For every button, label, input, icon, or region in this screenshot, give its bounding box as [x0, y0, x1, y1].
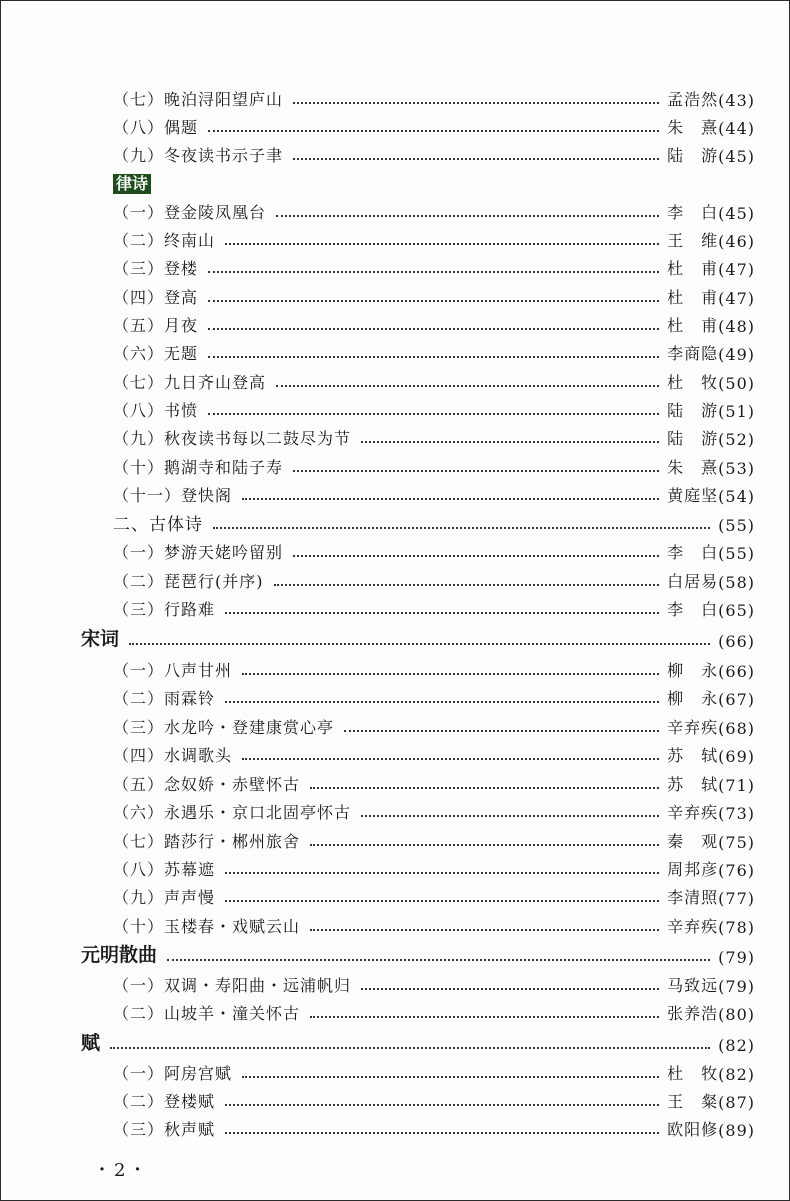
dot-leader [293, 470, 659, 472]
entry-author: 黄庭坚 [667, 486, 719, 505]
section-label-lvshi: 律诗 [113, 174, 151, 194]
entry-author: 陆 游 [667, 401, 719, 420]
entry-author: 朱 熹 [667, 458, 719, 477]
entry-author: 辛弃疾 [667, 718, 719, 737]
toc-entry [113, 712, 755, 738]
entry-page: (65) [718, 601, 755, 620]
entry-title: （一）双调・寿阳曲・远浦帆归 [113, 976, 352, 995]
entry-title: （一）梦游天姥吟留别 [113, 543, 284, 562]
toc-entry [113, 970, 755, 996]
toc-entry [113, 253, 755, 279]
entry-title: （四）水调歌头 [113, 746, 233, 765]
entry-title: （五）月夜 [113, 316, 199, 335]
section-title: 二、古体诗 [113, 515, 203, 535]
dot-leader [129, 643, 710, 645]
entry-page: (69) [718, 747, 755, 766]
entry-title: （九）冬夜读书示子聿 [113, 146, 284, 165]
entry-author: 柳 永 [667, 661, 719, 680]
entry-author: 秦 观 [667, 832, 719, 851]
entry-author: 白居易 [667, 572, 719, 591]
page-number: ・2・ [93, 1160, 150, 1181]
toc-entry [113, 594, 755, 620]
entry-page: (51) [718, 402, 755, 421]
entry-title: （九）秋夜读书每以二鼓尽为节 [113, 429, 352, 448]
entry-title: （二）终南山 [113, 231, 216, 250]
entry-page: (76) [718, 861, 755, 880]
entry-title: （三）秋声赋 [113, 1120, 216, 1139]
toc-entry [113, 1058, 755, 1084]
dot-leader [167, 959, 710, 961]
entry-page: (55) [718, 516, 755, 535]
toc-entry [113, 282, 755, 308]
entry-author: 李 白 [667, 600, 719, 619]
entry-author: 李 白 [667, 543, 719, 562]
category-title: 元明散曲 [81, 944, 158, 966]
entry-page: (67) [718, 690, 755, 709]
entry-title: （二）琵琶行(并序) [113, 572, 264, 591]
dot-leader [242, 673, 659, 675]
toc-entry [113, 225, 755, 251]
dot-leader [293, 102, 659, 104]
dot-leader [310, 787, 659, 789]
entry-author: 张养浩 [667, 1004, 719, 1023]
toc-entry [113, 112, 755, 138]
entry-title: （四）登高 [113, 288, 199, 307]
toc-category [81, 1029, 755, 1055]
entry-page: (52) [718, 430, 755, 449]
toc-entry [113, 84, 755, 110]
toc-entry [113, 395, 755, 421]
entry-page: (47) [718, 260, 755, 279]
toc-entry [113, 1114, 755, 1140]
entry-author: 杜 甫 [667, 259, 719, 278]
entry-page: (45) [718, 147, 755, 166]
entry-page: (44) [718, 119, 755, 138]
entry-title: （二）山坡羊・潼关怀古 [113, 1004, 301, 1023]
entry-title: （二）登楼赋 [113, 1092, 216, 1111]
toc-section [113, 509, 755, 535]
toc-entry [113, 452, 755, 478]
dot-leader [208, 130, 659, 132]
entry-page: (71) [718, 776, 755, 795]
toc-entry [113, 655, 755, 681]
entry-author: 杜 牧 [667, 373, 719, 392]
toc-entry [113, 1086, 755, 1112]
dot-leader [310, 929, 659, 931]
toc-entry [113, 537, 755, 563]
dot-leader [344, 730, 659, 732]
toc-entry [113, 683, 755, 709]
dot-leader [274, 584, 660, 586]
toc-entry [113, 197, 755, 223]
toc-entry [113, 854, 755, 880]
entry-author: 李商隐 [667, 344, 719, 363]
entry-page: (79) [718, 977, 755, 996]
entry-page: (82) [718, 1036, 755, 1055]
entry-title: （一）阿房宫赋 [113, 1064, 233, 1083]
entry-author: 杜 甫 [667, 316, 719, 335]
dot-leader [242, 1076, 659, 1078]
toc-entry [113, 423, 755, 449]
entry-author: 李 白 [667, 203, 719, 222]
entry-page: (47) [718, 289, 755, 308]
toc-entry [113, 826, 755, 852]
entry-title: （五）念奴娇・赤壁怀古 [113, 775, 301, 794]
entry-page: (45) [718, 204, 755, 223]
entry-title: （八）偶题 [113, 118, 199, 137]
entry-author: 孟浩然 [667, 90, 719, 109]
entry-author: 马致远 [667, 976, 719, 995]
dot-leader [225, 701, 659, 703]
entry-title: （六）无题 [113, 344, 199, 363]
entry-page: (73) [718, 804, 755, 823]
dot-leader [225, 243, 659, 245]
dot-leader [208, 413, 659, 415]
dot-leader [225, 872, 659, 874]
dot-leader [242, 498, 659, 500]
entry-page: (66) [718, 662, 755, 681]
toc-entry [113, 480, 755, 506]
entry-page: (80) [718, 1005, 755, 1024]
toc-entry [113, 882, 755, 908]
entry-title: （六）永遇乐・京口北固亭怀古 [113, 803, 352, 822]
entry-page: (55) [718, 544, 755, 563]
entry-author: 王 粲 [667, 1092, 719, 1111]
dot-leader [361, 441, 659, 443]
entry-title: （八）苏幕遮 [113, 860, 216, 879]
entry-page: (89) [718, 1121, 755, 1140]
dot-leader [242, 758, 659, 760]
entry-title: （七）踏莎行・郴州旅舍 [113, 832, 301, 851]
toc-entry [113, 769, 755, 795]
entry-author: 王 维 [667, 231, 719, 250]
entry-title: （十）玉楼春・戏赋云山 [113, 917, 301, 936]
dot-leader [225, 900, 659, 902]
dot-leader [293, 158, 659, 160]
entry-page: (78) [718, 918, 755, 937]
entry-title: （九）声声慢 [113, 888, 216, 907]
dot-leader [110, 1047, 710, 1049]
entry-title: （七）晚泊浔阳望庐山 [113, 90, 284, 109]
dot-leader [208, 300, 659, 302]
entry-title: （三）登楼 [113, 259, 199, 278]
entry-title: （二）雨霖铃 [113, 689, 216, 708]
entry-title: （一）八声甘州 [113, 661, 233, 680]
dot-leader [208, 328, 659, 330]
toc-entry [113, 310, 755, 336]
entry-page: (68) [718, 719, 755, 738]
entry-title: （三）行路难 [113, 600, 216, 619]
entry-author: 苏 轼 [667, 775, 719, 794]
category-title: 赋 [81, 1032, 101, 1054]
dot-leader [276, 385, 659, 387]
dot-leader [225, 1132, 659, 1134]
toc-entry [113, 911, 755, 937]
dot-leader [310, 1016, 659, 1018]
dot-leader [361, 815, 659, 817]
toc-category [81, 625, 755, 651]
toc-entry [113, 740, 755, 766]
entry-author: 朱 熹 [667, 118, 719, 137]
entry-author: 辛弃疾 [667, 803, 719, 822]
entry-author: 苏 轼 [667, 746, 719, 765]
toc-category [81, 941, 755, 967]
dot-leader [208, 356, 659, 358]
category-title: 宋词 [81, 628, 120, 650]
entry-author: 陆 游 [667, 146, 719, 165]
entry-title: （七）九日齐山登高 [113, 373, 267, 392]
dot-leader [208, 271, 659, 273]
dot-leader [310, 844, 659, 846]
entry-title: （十）鹅湖寺和陆子寿 [113, 458, 284, 477]
toc-entry [113, 998, 755, 1024]
entry-page: (87) [718, 1093, 755, 1112]
entry-page: (66) [718, 632, 755, 651]
entry-author: 陆 游 [667, 429, 719, 448]
entry-author: 李清照 [667, 888, 719, 907]
dot-leader [361, 988, 659, 990]
entry-page: (50) [718, 374, 755, 393]
entry-page: (48) [718, 317, 755, 336]
entry-page: (54) [718, 487, 755, 506]
entry-author: 杜 牧 [667, 1064, 719, 1083]
entry-author: 辛弃疾 [667, 917, 719, 936]
entry-title: （十一）登快阁 [113, 486, 233, 505]
entry-page: (79) [718, 948, 755, 967]
entry-page: (58) [718, 573, 755, 592]
toc-entry [113, 367, 755, 393]
entry-author: 柳 永 [667, 689, 719, 708]
entry-title: （八）书愤 [113, 401, 199, 420]
entry-author: 杜 甫 [667, 288, 719, 307]
entry-author: 欧阳修 [667, 1120, 719, 1139]
toc-entry [113, 797, 755, 823]
entry-page: (49) [718, 345, 755, 364]
toc-entry [113, 566, 755, 592]
entry-page: (77) [718, 889, 755, 908]
toc-entry [113, 140, 755, 166]
toc-entry [113, 338, 755, 364]
entry-page: (75) [718, 833, 755, 852]
dot-leader [276, 215, 659, 217]
entry-page: (43) [718, 91, 755, 110]
dot-leader [213, 527, 710, 529]
entry-author: 周邦彦 [667, 860, 719, 879]
dot-leader [225, 1104, 659, 1106]
entry-page: (82) [718, 1065, 755, 1084]
entry-page: (53) [718, 459, 755, 478]
entry-title: （一）登金陵凤凰台 [113, 203, 267, 222]
dot-leader [225, 612, 659, 614]
entry-title: （三）水龙吟・登建康赏心亭 [113, 718, 335, 737]
entry-page: (46) [718, 232, 755, 251]
dot-leader [293, 555, 659, 557]
